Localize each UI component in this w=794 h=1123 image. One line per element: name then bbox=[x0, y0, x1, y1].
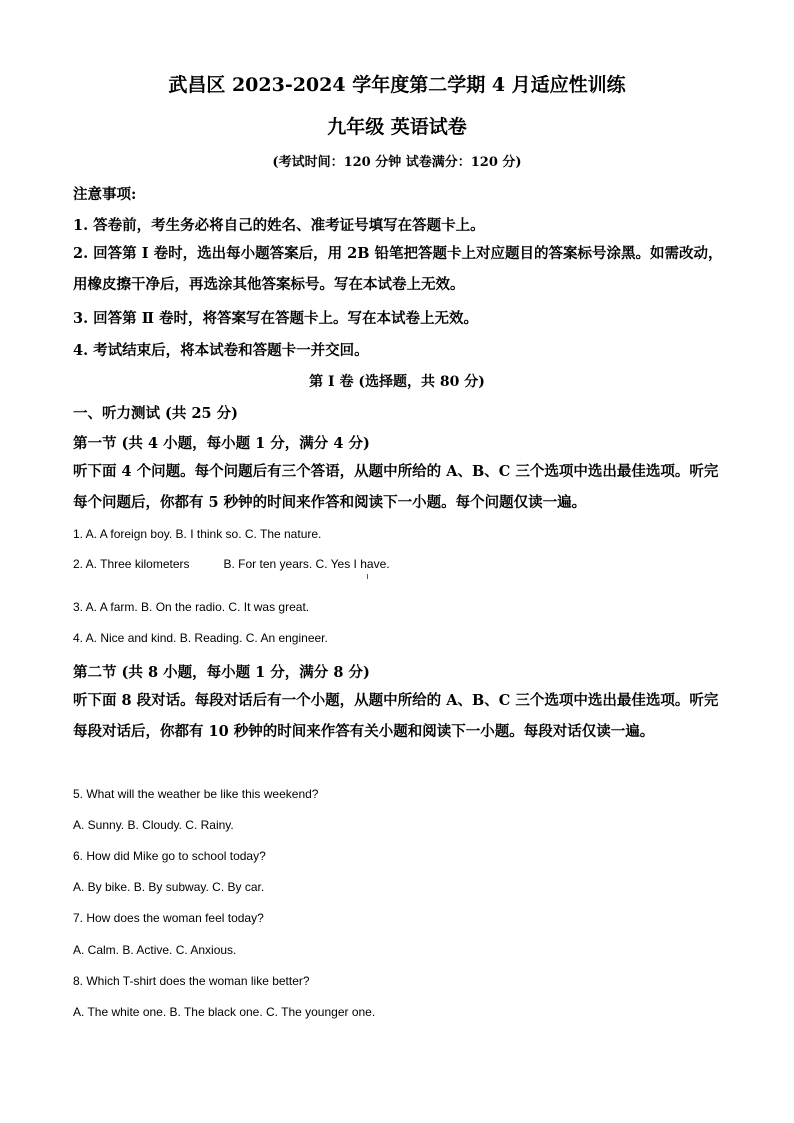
note-item-2: 2. 回答第 Ⅰ 卷时，选出每小题答案后，用 2B 铅笔把答题卡上对应题目的答案标号涂黑。如需改动，用橡皮擦干净后，再选涂其他答案标号。写在本试卷上无效。 bbox=[73, 245, 723, 293]
note-item-4: 4. 考试结束后，将本试卷和答题卡一并交回。 bbox=[73, 342, 369, 359]
question-7: 7. How does the woman feel today? bbox=[73, 911, 264, 925]
exam-meta: (考试时间：120 分钟 试卷满分：120 分) bbox=[272, 155, 522, 170]
exam-subtitle: 九年级 英语试卷 bbox=[327, 116, 467, 138]
section2-heading: 第二节 (共 8 小题，每小题 1 分，满分 8 分) bbox=[73, 664, 370, 681]
note-item-1: 1. 答卷前，考生务必将自己的姓名、准考证号填写在答题卡上。 bbox=[73, 217, 485, 234]
question-7-options: A. Calm. B. Active. C. Anxious. bbox=[73, 943, 237, 957]
section1-heading: 第一节 (共 4 小题，每小题 1 分，满分 4 分) bbox=[73, 435, 370, 452]
section2-instructions: 听下面 8 段对话。每段对话后有一个小题，从题中所给的 A、B、C 三个选项中选出最佳选项。听完每段对话后，你都有 10 秒钟的时间来作答有关小题和阅读下一小题。每段对话仅读一遍。 bbox=[73, 692, 719, 740]
question-5-options: A. Sunny. B. Cloudy. C. Rainy. bbox=[73, 818, 234, 832]
question-6-options: A. By bike. B. By subway. C. By car. bbox=[73, 880, 265, 894]
question-2-option-a: 2. A. Three kilometers bbox=[73, 557, 190, 571]
exam-title: 武昌区 2023-2024 学年度第二学期 4 月适应性训练 bbox=[168, 74, 626, 96]
question-8: 8. Which T-shirt does the woman like better? bbox=[73, 974, 310, 988]
question-8-options: A. The white one. B. The black one. C. The younger one. bbox=[73, 1005, 376, 1019]
question-2-options-bc: B. For ten years. C. Yes I have. bbox=[223, 557, 390, 571]
notes-heading: 注意事项: bbox=[73, 186, 137, 203]
listening-section-heading: 一、听力测试 (共 25 分) bbox=[73, 405, 239, 422]
question-1: 1. A. A foreign boy. B. I think so. C. The nature. bbox=[73, 527, 322, 541]
part1-heading: 第 Ⅰ 卷 (选择题，共 80 分) bbox=[309, 374, 485, 390]
question-2 bbox=[73, 557, 390, 571]
question-6: 6. How did Mike go to school today? bbox=[73, 849, 266, 863]
question-3: 3. A. A farm. B. On the radio. C. It was great. bbox=[73, 600, 310, 614]
section1-instructions: 听下面 4 个问题。每个问题后有三个答语，从题中所给的 A、B、C 三个选项中选出最佳选项。听完每个问题后，你都有 5 秒钟的时间来作答和阅读下一小题。每个问题仅读一遍。 bbox=[73, 463, 719, 511]
stray-mark bbox=[367, 574, 368, 579]
question-5: 5. What will the weather be like this weekend? bbox=[73, 787, 319, 801]
note-item-3: 3. 回答第 Ⅱ 卷时，将答案写在答题卡上。写在本试卷上无效。 bbox=[73, 310, 478, 327]
question-4: 4. A. Nice and kind. B. Reading. C. An engineer. bbox=[73, 631, 328, 645]
